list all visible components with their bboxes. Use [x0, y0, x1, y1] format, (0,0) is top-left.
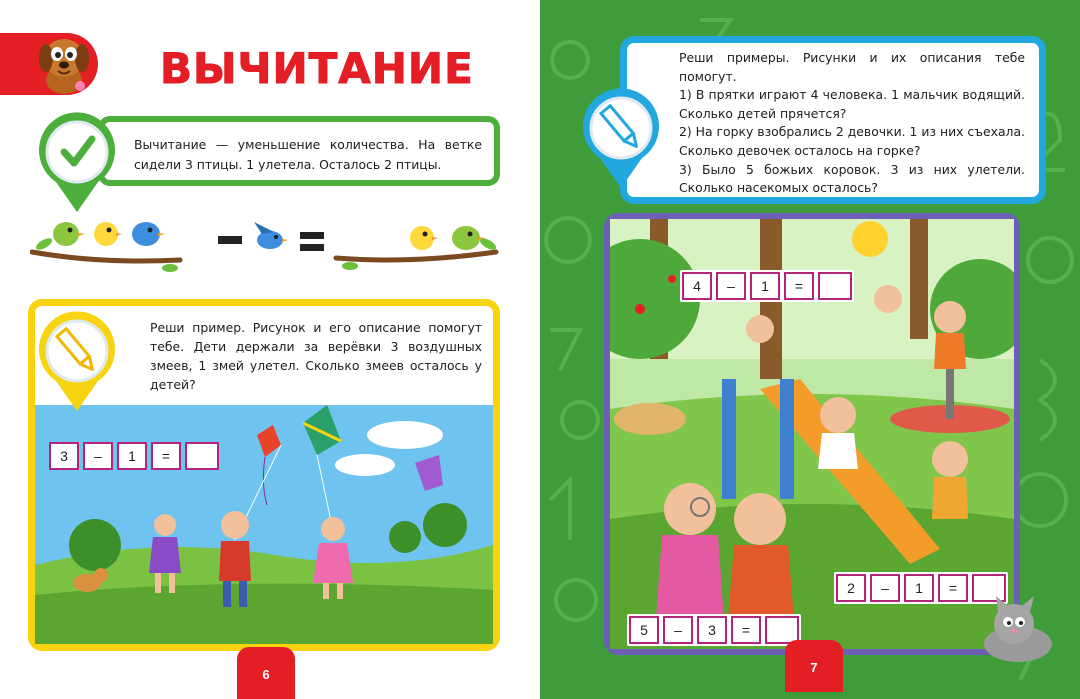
blue-bird-icon	[132, 222, 165, 246]
boy-magnifier-icon	[728, 493, 794, 619]
equation-left	[49, 442, 219, 470]
yellow-bird-icon	[410, 226, 438, 250]
eq-cell: =	[151, 442, 181, 470]
girl-peeking-icon	[746, 315, 774, 343]
page-number-left: 6	[237, 647, 295, 699]
girl-glasses-icon	[656, 483, 724, 619]
pencil-pin-icon	[578, 84, 664, 192]
task-item-2: 2) На горку взобрались 2 девочки. 1 из них съехала. Сколько девочек осталось на горке?	[679, 124, 1025, 158]
eq-cell: =	[938, 574, 968, 602]
green-bird-icon	[53, 222, 85, 246]
eq-cell: =	[784, 272, 814, 300]
task-intro: Реши примеры. Рисунки и их описания тебе помогут.	[679, 50, 1025, 84]
task-item-1: 1) В прятки играют 4 человека. 1 мальчик водящий. Сколько детей прячется?	[679, 87, 1025, 121]
cat-mascot-icon	[966, 594, 1058, 664]
eq-cell: –	[83, 442, 113, 470]
eq-cell: 1	[750, 272, 780, 300]
equals-sign	[300, 232, 324, 239]
equation-right-1	[680, 270, 854, 302]
eq-cell: 5	[629, 616, 659, 644]
yellow-bird-icon	[94, 222, 122, 246]
kites-park-illustration	[35, 405, 493, 644]
eq-cell: –	[716, 272, 746, 300]
boy-peeking-icon	[874, 285, 902, 313]
answer-cell[interactable]	[818, 272, 852, 300]
page-number-right: 7	[785, 640, 843, 692]
answer-cell[interactable]	[185, 442, 219, 470]
eq-cell: –	[663, 616, 693, 644]
page-title: ВЫЧИТАНИЕ	[160, 44, 474, 93]
flying-blue-bird-icon	[254, 222, 288, 249]
definition-text: Вычитание — уменьшение количества. На ветке сидели 3 птицы. 1 улетела. Осталось 2 птицы.	[134, 137, 482, 172]
check-pin-icon	[34, 108, 120, 216]
eq-cell: 4	[682, 272, 712, 300]
dog-mascot-icon	[30, 28, 98, 98]
girl-slide-icon	[818, 397, 858, 469]
eq-cell: –	[870, 574, 900, 602]
equation-right-3	[627, 614, 801, 646]
eq-cell: =	[731, 616, 761, 644]
task-text-left: Реши пример. Рисунок и его описание помогут тебе. Дети держали за верёвки 3 воздушных змеев, 1 змей улетел. Сколько змеев осталось у детей?	[150, 320, 482, 392]
eq-cell: 3	[49, 442, 79, 470]
sandbox-icon	[614, 403, 686, 435]
girl-orange-icon	[932, 441, 968, 519]
task-text-right	[679, 49, 1025, 198]
eq-cell: 2	[836, 574, 866, 602]
pencil-pin-icon	[34, 307, 120, 415]
eq-cell: 1	[904, 574, 934, 602]
birds-illustration	[30, 212, 500, 278]
eq-cell: 3	[697, 616, 727, 644]
eq-cell: 1	[117, 442, 147, 470]
minus-sign	[218, 236, 242, 244]
green-bird-icon	[452, 226, 485, 250]
task-item-3: 3) Было 5 божьих коровок. 3 из них улетели. Сколько насекомых осталось?	[679, 161, 1025, 196]
boy-hiding-icon	[934, 301, 966, 369]
